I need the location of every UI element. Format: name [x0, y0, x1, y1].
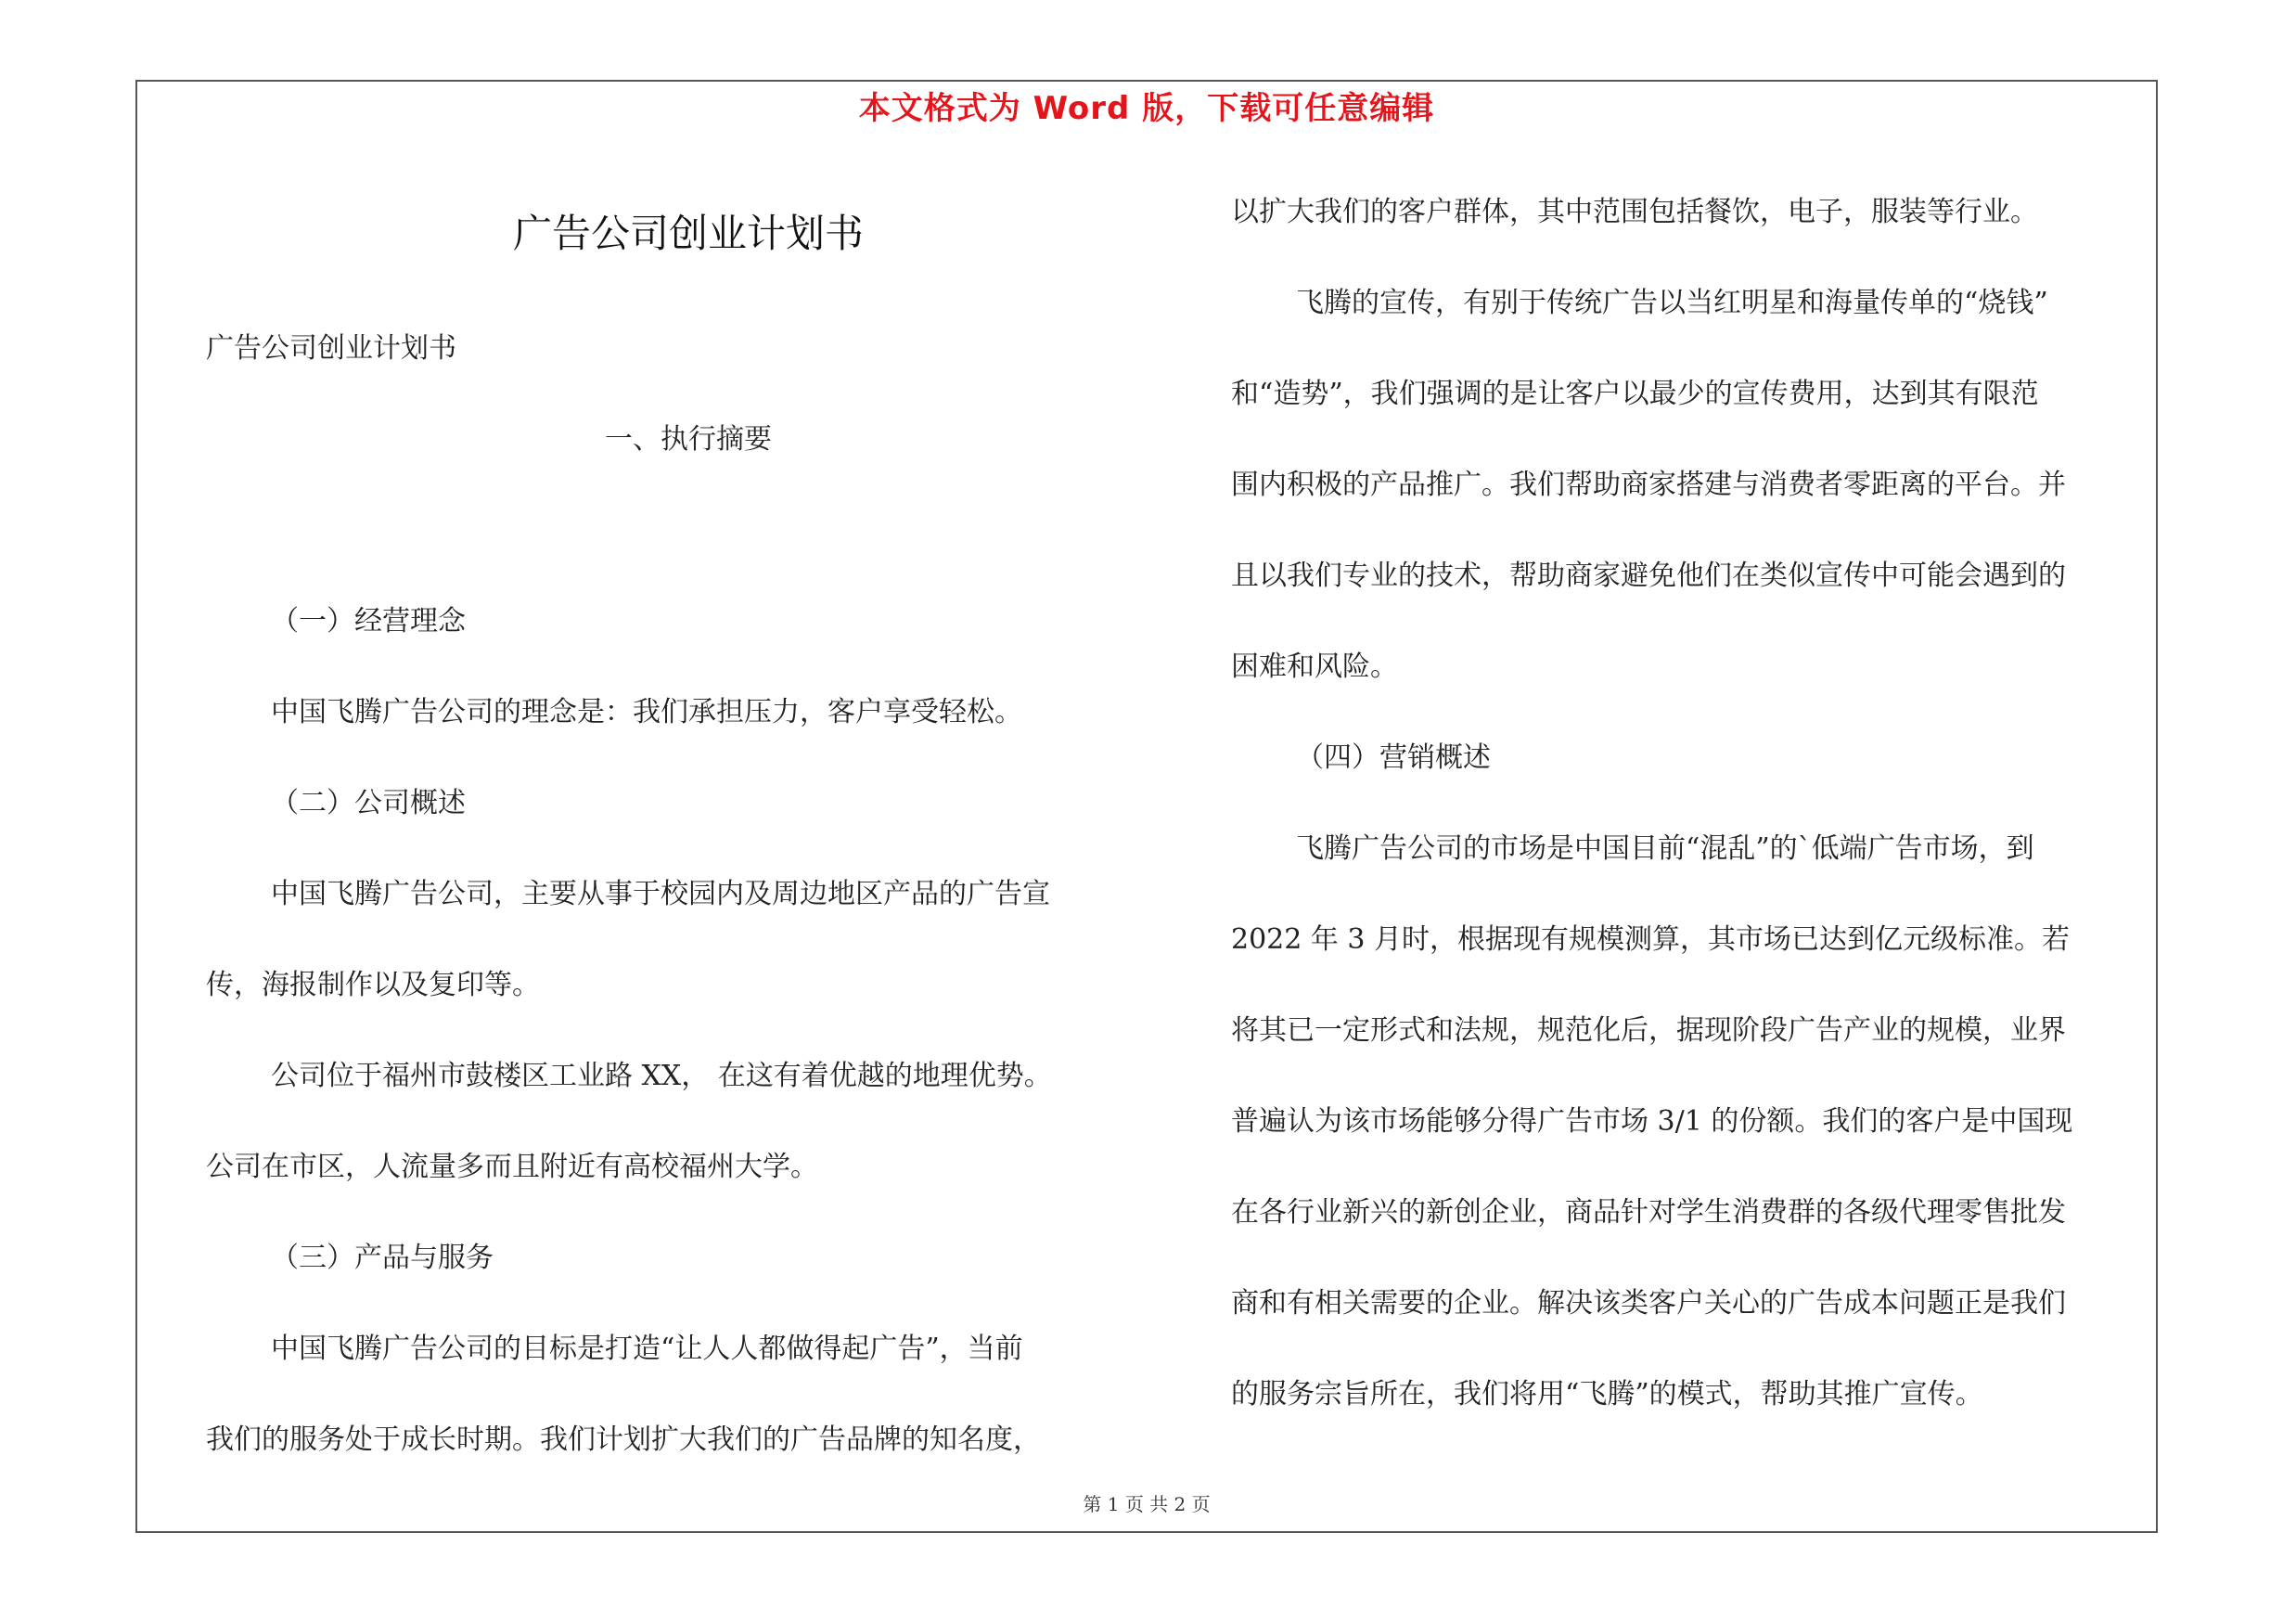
paragraph-line: 和“造势”，我们强调的是让客户以最少的宣传费用，达到其有限范 [1231, 378, 2039, 410]
paragraph-line: 困难和风险。 [1231, 650, 1398, 683]
right-column [1231, 167, 2149, 1440]
page-number-footer: 第 1 页 共 2 页 [1083, 1493, 1211, 1515]
paragraph-line: 公司位于福州市鼓楼区工业路 XX， 在这有着优越的地理优势。 [271, 1060, 1052, 1092]
subtitle-line: 广告公司创业计划书 [206, 332, 456, 365]
subsection-heading: （二）公司概述 [271, 787, 466, 819]
section-heading-summary: 一、执行摘要 [605, 423, 772, 456]
paragraph-line: 商和有相关需要的企业。解决该类客户关心的广告成本问题正是我们 [1231, 1287, 2066, 1320]
subsection-heading: （三）产品与服务 [271, 1242, 494, 1274]
paragraph-line: 中国飞腾广告公司的目标是打造“让人人都做得起广告”，当前 [271, 1333, 1023, 1365]
blank-line [206, 485, 1171, 576]
paragraph-line: 的服务宗旨所在，我们将用“飞腾”的模式，帮助其推广宣传。 [1231, 1378, 1983, 1410]
paragraph-line: 普遍认为该市场能够分得广告市场 3/1 的份额。我们的客户是中国现 [1231, 1105, 2073, 1138]
paragraph-line: 且以我们专业的技术，帮助商家避免他们在类似宣传中可能会遇到的 [1231, 560, 2066, 592]
paragraph-line: 将其已一定形式和法规，规范化后，据现阶段广告产业的规模，业界 [1231, 1014, 2066, 1047]
paragraph-line: 飞腾的宣传，有别于传统广告以当红明星和海量传单的“烧钱” [1296, 287, 2048, 319]
paragraph-line: 传，海报制作以及复印等。 [206, 969, 540, 1001]
paragraph-line: 飞腾广告公司的市场是中国目前“混乱”的`低端广告市场，到 [1296, 832, 2034, 865]
paragraph-line: 在各行业新兴的新创企业，商品针对学生消费群的各级代理零售批发 [1231, 1196, 2066, 1229]
paragraph-line: 2022 年 3 月时，根据现有规模测算，其市场已达到亿元级标准。若 [1231, 923, 2071, 956]
paragraph-line: 围内积极的产品推广。我们帮助商家搭建与消费者零距离的平台。并 [1231, 469, 2066, 501]
word-format-banner: 本文格式为 Word 版，下载可任意编辑 [858, 90, 1435, 127]
paragraph-line: 以扩大我们的客户群体，其中范围包括餐饮，电子，服装等行业。 [1231, 196, 2038, 228]
paragraph-line: 我们的服务处于成长时期。我们计划扩大我们的广告品牌的知名度， [206, 1423, 1041, 1456]
left-column [206, 303, 1171, 1486]
subsection-heading: （四）营销概述 [1296, 741, 1491, 774]
paragraph-line: 公司在市区，人流量多而且附近有高校福州大学。 [206, 1151, 818, 1183]
subsection-heading: （一）经营理念 [271, 605, 466, 638]
paragraph-line: 中国飞腾广告公司的理念是：我们承担压力，客户享受轻松。 [271, 696, 1022, 728]
paragraph-line: 中国飞腾广告公司，主要从事于校园内及周边地区产品的广告宣 [271, 878, 1050, 910]
document-title: 广告公司创业计划书 [512, 211, 864, 256]
